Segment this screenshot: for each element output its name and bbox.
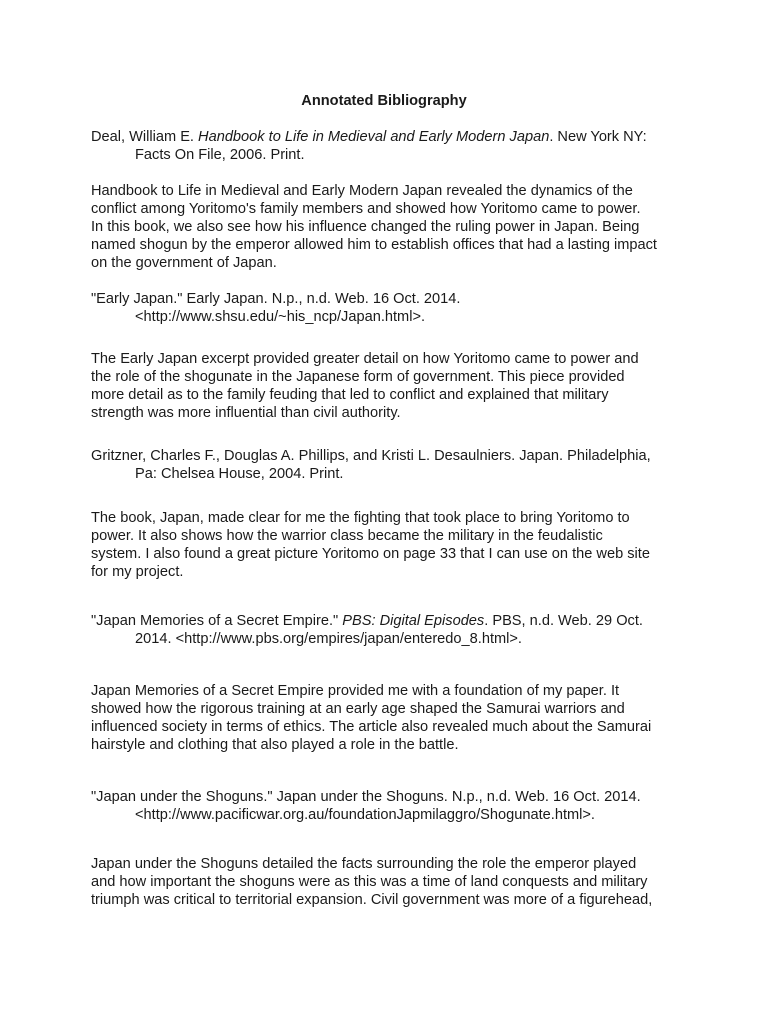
citation-line: 2014. <http://www.pbs.org/empires/japan/enteredo_8.html>. [135, 631, 522, 647]
citation-4 [91, 612, 691, 648]
annotation-line: power. It also shows how the warrior class became the military in the feudalistic [91, 528, 603, 544]
citation-line: "Japan under the Shoguns." Japan under the Shoguns. N.p., n.d. Web. 16 Oct. 2014. [91, 789, 641, 805]
citation-line: Deal, William E. Handbook to Life in Medieval and Early Modern Japan. New York NY: [91, 129, 647, 145]
annotation-line: Handbook to Life in Medieval and Early Modern Japan revealed the dynamics of the [91, 183, 633, 199]
page-title: Annotated Bibliography [301, 93, 467, 109]
citation-1 [91, 128, 691, 164]
citation-line: <http://www.pacificwar.org.au/foundationJapmilaggro/Shogunate.html>. [135, 807, 595, 823]
annotation-5 [91, 855, 691, 909]
annotation-line: influenced society in terms of ethics. The article also revealed much about the Samurai [91, 719, 652, 735]
annotation-line: showed how the rigorous training at an early age shaped the Samurai warriors and [91, 701, 625, 717]
annotation-line: triumph was critical to territorial expansion. Civil government was more of a figurehead, [91, 892, 653, 908]
annotation-line: Japan Memories of a Secret Empire provided me with a foundation of my paper. It [91, 683, 620, 699]
annotation-line: for my project. [91, 564, 184, 580]
annotation-line: The book, Japan, made clear for me the fighting that took place to bring Yoritomo to [91, 510, 630, 526]
citation-2 [91, 290, 691, 326]
citation-line: <http://www.shsu.edu/~his_ncp/Japan.html>. [135, 309, 426, 325]
annotation-line: system. I also found a great picture Yoritomo on page 33 that I can use on the web site [91, 546, 650, 562]
citation-line: "Japan Memories of a Secret Empire." PBS: Digital Episodes. PBS, n.d. Web. 29 Oct. [91, 613, 643, 629]
annotation-line: on the government of Japan. [91, 255, 277, 271]
annotation-line: named shogun by the emperor allowed him to establish offices that had a lasting impact [91, 237, 657, 253]
annotation-line: Japan under the Shoguns detailed the facts surrounding the role the emperor played [91, 856, 637, 872]
citation-line: Gritzner, Charles F., Douglas A. Phillips, and Kristi L. Desaulniers. Japan. Philadelphia, [91, 448, 651, 464]
annotation-line: hairstyle and clothing that also played a role in the battle. [91, 737, 459, 753]
annotation-line: and how important the shoguns were as this was a time of land conquests and military [91, 874, 648, 890]
annotation-line: the role of the shogunate in the Japanese form of government. This piece provided [91, 369, 625, 385]
citation-line: "Early Japan." Early Japan. N.p., n.d. Web. 16 Oct. 2014. [91, 291, 461, 307]
annotation-line: conflict among Yoritomo's family members and showed how Yoritomo came to power. [91, 201, 641, 217]
annotation-3 [91, 509, 691, 581]
citation-5 [91, 788, 691, 824]
annotation-line: more detail as to the family feuding that led to conflict and explained that military [91, 387, 609, 403]
annotation-4 [91, 682, 691, 754]
annotation-2 [91, 350, 691, 422]
citation-line: Pa: Chelsea House, 2004. Print. [135, 466, 344, 482]
citation-line: Facts On File, 2006. Print. [135, 147, 305, 163]
annotation-line: strength was more influential than civil authority. [91, 405, 401, 421]
annotation-1 [91, 182, 691, 272]
annotation-line: The Early Japan excerpt provided greater detail on how Yoritomo came to power and [91, 351, 639, 367]
citation-3 [91, 447, 691, 483]
annotation-line: In this book, we also see how his influence changed the ruling power in Japan. Being [91, 219, 640, 235]
